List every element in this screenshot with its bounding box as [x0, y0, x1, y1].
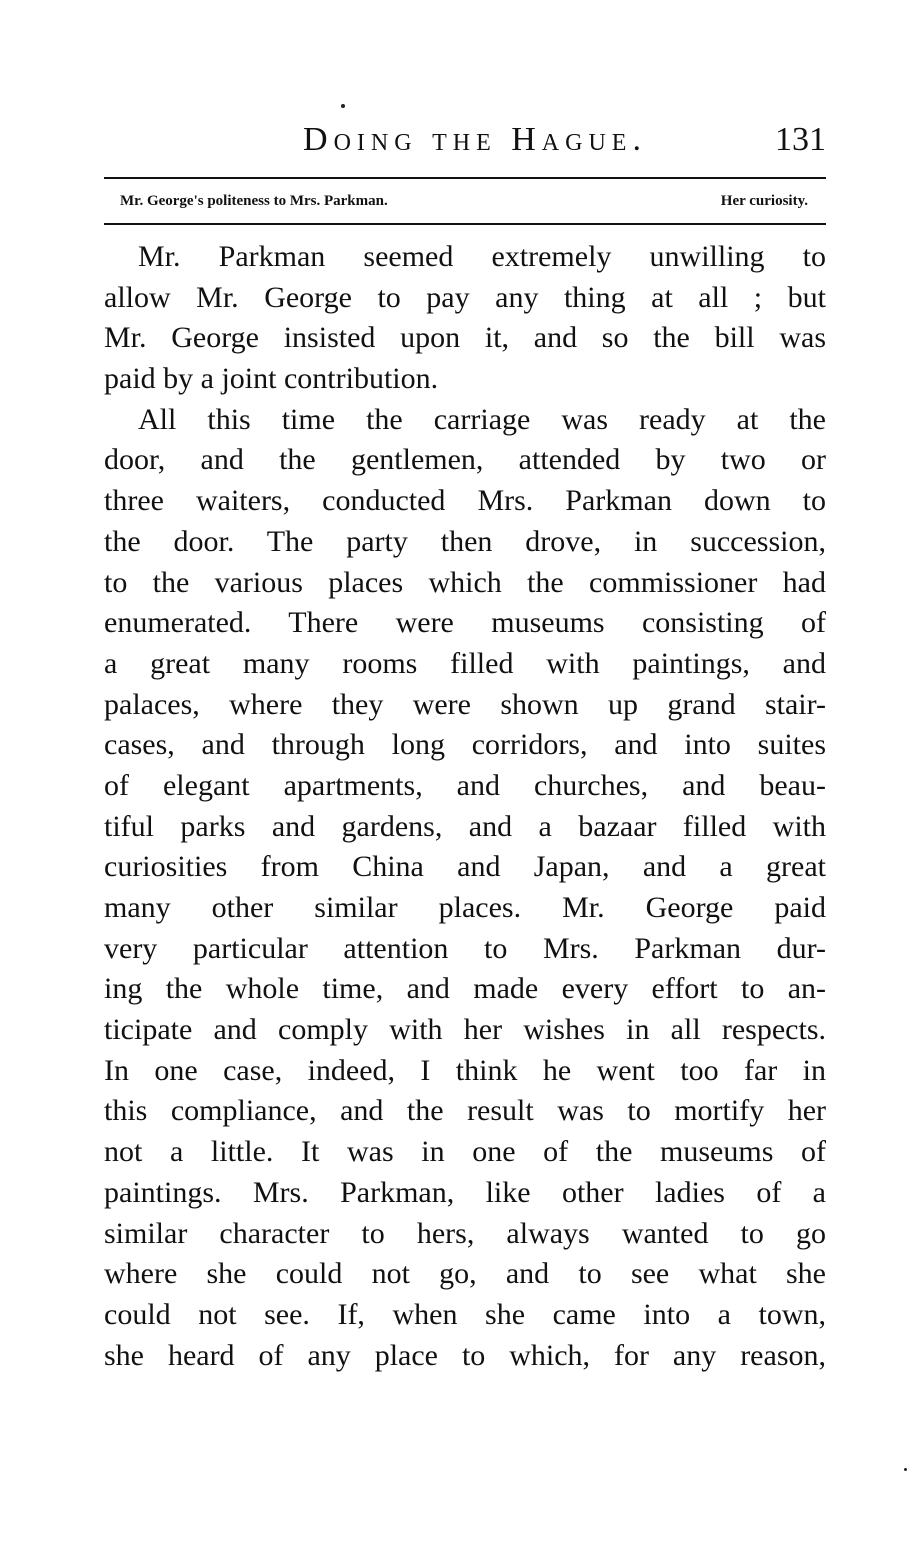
text-line: very particular attention to Mrs. Parkman dur- — [104, 931, 826, 965]
header-rule-top — [104, 177, 826, 179]
header-rule-bottom — [104, 223, 826, 225]
text-line: of elegant apartments, and churches, and beau- — [104, 768, 826, 802]
page-number: 131 — [775, 121, 826, 158]
text-line: ing the whole time, and made every effort to an- — [104, 972, 826, 1006]
text-line: a great many rooms filled with paintings, and — [104, 646, 826, 680]
text-line: where she could not go, and to see what she — [104, 1257, 826, 1291]
side-note-right: Her curiosity. — [720, 193, 808, 209]
text-line: paid by a joint contribution. — [104, 362, 439, 396]
text-line: curiosities from China and Japan, and a great — [104, 850, 826, 884]
running-title: Doing the Hague. — [303, 121, 647, 158]
text-line: similar character to hers, always wanted to go — [104, 1216, 826, 1250]
text-line: three waiters, conducted Mrs. Parkman down to — [104, 484, 826, 518]
text-line: palaces, where they were shown up grand stair- — [104, 687, 826, 721]
text-line: not a little. It was in one of the museums of — [104, 1135, 826, 1169]
text-line: In one case, indeed, I think he went too far in — [104, 1053, 826, 1087]
ink-speck — [904, 1468, 907, 1471]
running-head — [104, 118, 826, 162]
text-line: allow Mr. George to pay any thing at all ; but — [104, 280, 826, 314]
text-line: tiful parks and gardens, and a bazaar filled with — [104, 809, 826, 843]
text-line: Mr. George insisted upon it, and so the bill was — [104, 321, 826, 355]
side-note-left: Mr. George's politeness to Mrs. Parkman. — [120, 193, 388, 209]
text-line: cases, and through long corridors, and into suites — [104, 728, 826, 762]
text-line: she heard of any place to which, for any reason, — [104, 1338, 826, 1372]
text-line: door, and the gentlemen, attended by two or — [104, 443, 826, 477]
side-notes — [120, 186, 808, 216]
text-line: many other similar places. Mr. George paid — [104, 891, 826, 924]
text-line: paintings. Mrs. Parkman, like other ladies of a — [104, 1175, 826, 1209]
text-line: the door. The party then drove, in succession, — [104, 524, 826, 558]
text-line: Mr. Parkman seemed extremely unwilling to — [138, 240, 826, 273]
body-text — [104, 237, 826, 1376]
ink-speck — [341, 104, 345, 108]
text-line: All this time the carriage was ready at the — [138, 402, 826, 436]
text-line: enumerated. There were museums consisting of — [104, 606, 826, 640]
text-line: this compliance, and the result was to mortify her — [104, 1094, 826, 1128]
text-line: to the various places which the commissioner had — [104, 565, 826, 599]
text-line: ticipate and comply with her wishes in all respects. — [104, 1013, 826, 1047]
text-line: could not see. If, when she came into a town, — [104, 1297, 826, 1331]
